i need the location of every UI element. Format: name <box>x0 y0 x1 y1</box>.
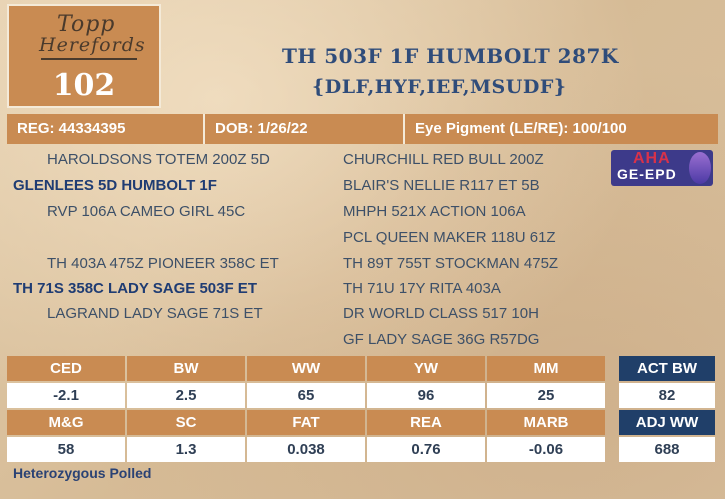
epd-header: BW <box>127 356 245 381</box>
actual-weights-table <box>619 356 715 462</box>
eye-pigment: Eye Pigment (LE/RE): 100/100 <box>415 120 627 137</box>
pedigree-dam-sire: TH 403A 475Z PIONEER 358C ET <box>47 255 279 272</box>
logo-underline <box>41 58 137 60</box>
epd-value: 65 <box>247 383 365 408</box>
registration-number: REG: 44334395 <box>7 114 205 144</box>
epd-header: SC <box>127 410 245 435</box>
aha-ge-epd-badge <box>611 150 713 186</box>
epd-value: 96 <box>367 383 485 408</box>
pedigree-sire: GLENLEES 5D HUMBOLT 1F <box>13 177 217 194</box>
epd-value: -2.1 <box>7 383 125 408</box>
pedigree-dam: TH 71S 358C LADY SAGE 503F ET <box>13 280 257 297</box>
pedigree-ancestor: TH 71U 17Y RITA 403A <box>343 280 501 297</box>
logo-text-bottom: Herefords <box>39 34 146 56</box>
epd-header: M&G <box>7 410 125 435</box>
epd-header: MM <box>487 356 605 381</box>
lot-number: 102 <box>52 68 116 103</box>
pedigree-sire-sire: HAROLDSONS TOTEM 200Z 5D <box>47 151 270 168</box>
epd-value: 2.5 <box>127 383 245 408</box>
epd-header: MARB <box>487 410 605 435</box>
pedigree-ancestor: MHPH 521X ACTION 106A <box>343 203 526 220</box>
epd-value: 25 <box>487 383 605 408</box>
epd-header: FAT <box>247 410 365 435</box>
badge-top-text: AHA <box>633 150 671 167</box>
pedigree-dam-dam: LAGRAND LADY SAGE 71S ET <box>47 305 263 322</box>
pedigree-ancestor: PCL QUEEN MAKER 118U 61Z <box>343 229 556 246</box>
epd-value: 0.76 <box>367 437 485 462</box>
animal-name: TH 503F 1F HUMBOLT 287K <box>282 44 619 68</box>
act-bw-value: 82 <box>619 383 715 408</box>
logo-text-top: Topp <box>57 12 116 37</box>
ranch-logo <box>17 8 153 64</box>
epd-header: CED <box>7 356 125 381</box>
epd-header: YW <box>367 356 485 381</box>
pedigree-ancestor: GF LADY SAGE 36G R57DG <box>343 331 540 348</box>
epd-value: 58 <box>7 437 125 462</box>
pedigree-ancestor: TH 89T 755T STOCKMAN 475Z <box>343 255 559 272</box>
epd-value: -0.06 <box>487 437 605 462</box>
act-bw-header: ACT BW <box>619 356 715 381</box>
epd-table <box>7 356 605 462</box>
logo-box <box>7 4 161 108</box>
genetic-codes: {DLF,HYF,IEF,MSUDF} <box>312 76 567 98</box>
adj-ww-header: ADJ WW <box>619 410 715 435</box>
registration-bar <box>7 114 718 144</box>
badge-bottom-text: GE-EPD <box>617 166 677 182</box>
polled-status: Heterozygous Polled <box>13 465 152 481</box>
pedigree-ancestor: DR WORLD CLASS 517 10H <box>343 305 539 322</box>
date-of-birth: DOB: 1/26/22 <box>205 114 405 144</box>
epd-value: 1.3 <box>127 437 245 462</box>
epd-header: WW <box>247 356 365 381</box>
epd-header: REA <box>367 410 485 435</box>
pedigree-ancestor: CHURCHILL RED BULL 200Z <box>343 151 544 168</box>
pedigree-sire-dam: RVP 106A CAMEO GIRL 45C <box>47 203 246 220</box>
epd-value: 0.038 <box>247 437 365 462</box>
adj-ww-value: 688 <box>619 437 715 462</box>
swirl-icon <box>689 152 711 184</box>
pedigree-ancestor: BLAIR'S NELLIE R117 ET 5B <box>343 177 540 194</box>
